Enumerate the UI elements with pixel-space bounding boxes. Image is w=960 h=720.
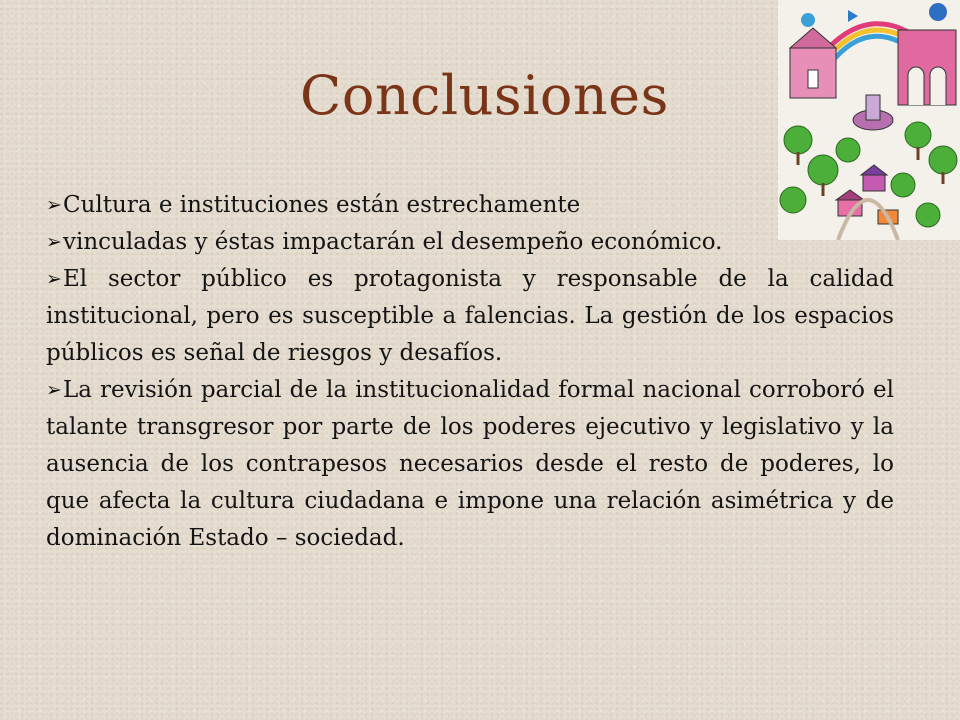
bullet-list xyxy=(46,187,894,557)
bullet-item xyxy=(46,261,894,372)
bullet-text: vinculadas y éstas impactarán el desempeño económico. xyxy=(63,229,723,255)
slide-title: Conclusiones xyxy=(300,64,669,127)
bullet-item xyxy=(46,224,894,261)
bullet-item xyxy=(46,187,894,224)
bullet-text: La revisión parcial de la institucionalidad formal nacional corroboró el talante transgresor por parte de los poderes ejecutivo y legislativo y la ausencia de los contrapesos necesarios desde el resto de poderes, lo que afecta la cultura ciudadana e impone una relación asimétrica y de dominación Estado – sociedad. xyxy=(46,377,894,551)
arrow-bullet-icon: ➢ xyxy=(46,379,62,401)
arrow-bullet-icon: ➢ xyxy=(46,231,62,253)
bullet-text: El sector público es protagonista y responsable de la calidad institucional, pero es susceptible a falencias. La gestión de los espacios públicos es señal de riesgos y desafíos. xyxy=(46,266,894,366)
arrow-bullet-icon: ➢ xyxy=(46,194,62,216)
bullet-text: Cultura e instituciones están estrechamente xyxy=(63,192,581,218)
arrow-bullet-icon: ➢ xyxy=(46,268,62,290)
bullet-item xyxy=(46,372,894,557)
